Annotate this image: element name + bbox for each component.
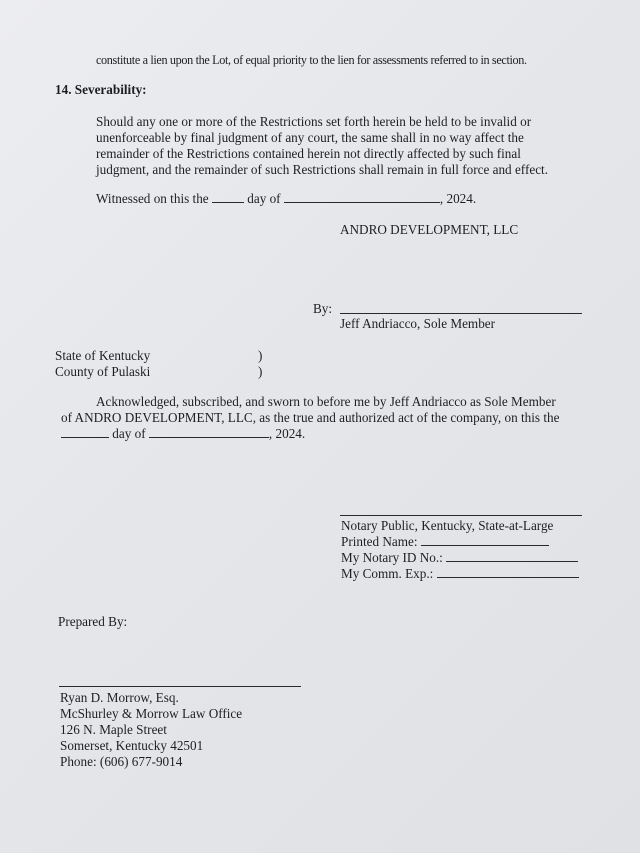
notary-printed-name: Printed Name:: [341, 534, 549, 550]
continuation-text: constitute a lien upon the Lot, of equal priority to the lien for assessments referred to in section.: [96, 53, 527, 67]
month-blank: [284, 192, 440, 203]
paragraph-line: unenforceable by final judgment of any court, the same shall in no way affect the: [96, 130, 524, 145]
severability-paragraph: [96, 114, 576, 178]
printed-name-blank: [421, 535, 549, 546]
preparer-city: Somerset, Kentucky 42501: [60, 738, 204, 753]
venue-bracket: ): [258, 348, 263, 363]
venue-county: County of Pulaski: [55, 364, 151, 379]
signer-name: Jeff Andriacco, Sole Member: [340, 316, 496, 331]
prepared-by-label: Prepared By:: [58, 614, 128, 629]
notary-id: My Notary ID No.:: [341, 550, 578, 566]
company-name: ANDRO DEVELOPMENT, LLC: [340, 222, 519, 237]
preparer-firm: McShurley & Morrow Law Office: [60, 706, 243, 721]
notary-id-blank: [446, 551, 578, 562]
venue-bracket: ): [258, 364, 263, 379]
section-heading: 14. Severability:: [55, 82, 147, 97]
month-blank: [149, 427, 269, 438]
notary-comm-exp: My Comm. Exp.:: [341, 566, 579, 582]
day-blank: [61, 427, 109, 438]
preparer-signature-line: [59, 686, 301, 687]
paragraph-line: remainder of the Restrictions contained herein not directly affected by such final: [96, 146, 521, 161]
notary-signature-line: [340, 515, 582, 516]
venue-state: State of Kentucky: [55, 348, 151, 363]
preparer-phone: Phone: (606) 677-9014: [60, 754, 183, 769]
witness-line: Witnessed on this the day of , 2024.: [96, 191, 477, 206]
signature-line: [340, 313, 582, 314]
paragraph-line: judgment, and the remainder of such Restrictions shall remain in full force and effect.: [96, 162, 549, 177]
acknowledgment-date-line: day of , 2024.: [61, 426, 305, 442]
preparer-street: 126 N. Maple Street: [60, 722, 167, 737]
paragraph-line: Should any one or more of the Restrictions set forth herein be held to be invalid or: [96, 114, 532, 129]
acknowledgment-line: Acknowledged, subscribed, and sworn to before me by Jeff Andriacco as Sole Member: [96, 394, 556, 409]
notary-title: Notary Public, Kentucky, State-at-Large: [341, 518, 554, 533]
comm-exp-blank: [437, 567, 579, 578]
by-label: By:: [313, 301, 333, 316]
acknowledgment-line: of ANDRO DEVELOPMENT, LLC, as the true and authorized act of the company, on this the: [61, 410, 560, 425]
preparer-name: Ryan D. Morrow, Esq.: [60, 690, 179, 705]
day-blank: [212, 192, 244, 203]
